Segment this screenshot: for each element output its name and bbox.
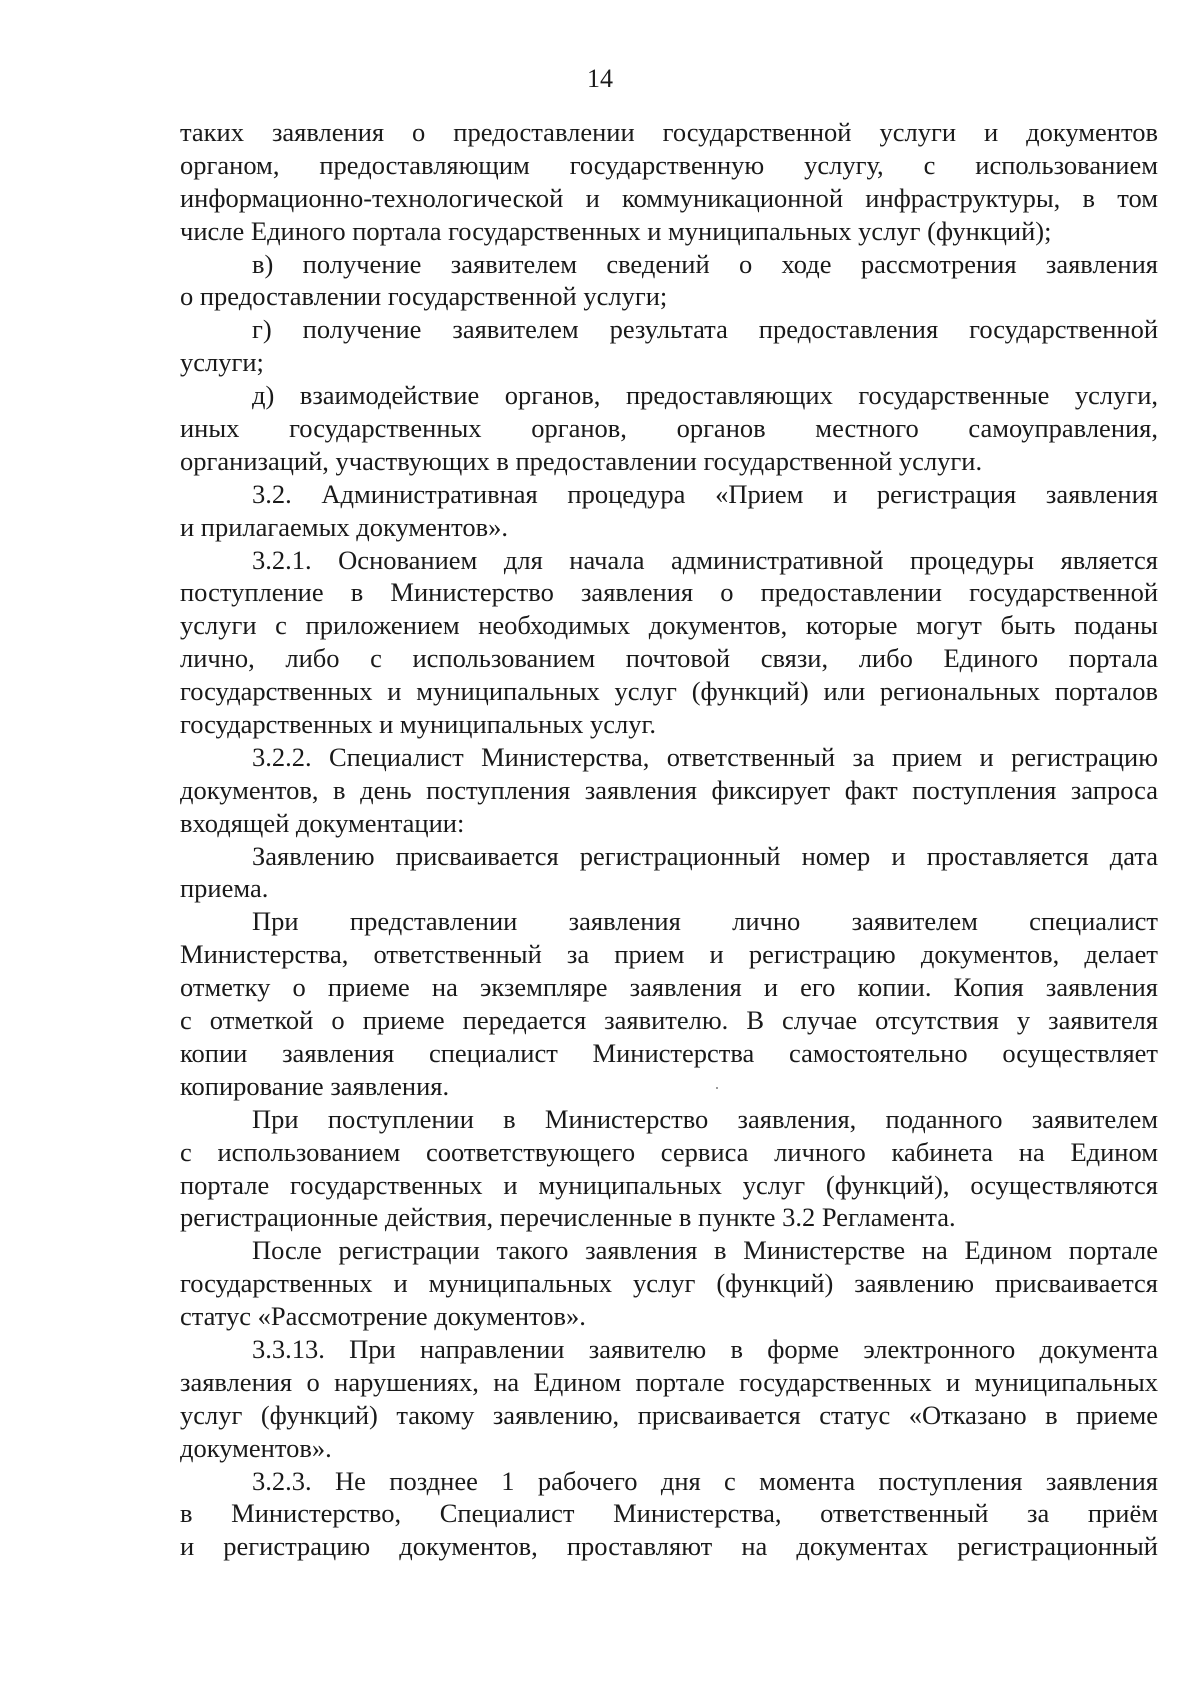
text-line: регистрационные действия, перечисленные в пункте 3.2 Регламента. (180, 1202, 956, 1233)
text-line: лично, либо с использованием почтовой связи, либо Единого портала (180, 643, 1158, 674)
text-line: органом, предоставляющим государственную услугу, с использованием (180, 149, 1158, 180)
text-line: поступление в Министерство заявления о предоставлении государственной (180, 577, 1158, 608)
text-line: При представлении заявления лично заявителем специалист (252, 906, 1158, 937)
page-number: 14 (587, 64, 613, 93)
text-line: копирование заявления. (180, 1070, 450, 1101)
text-line: и регистрацию документов, проставляют на документах регистрационный (180, 1531, 1158, 1562)
text-line: документов, в день поступления заявления фиксирует факт поступления запроса (180, 774, 1158, 805)
text-line: После регистрации такого заявления в Министерстве на Едином портале (252, 1235, 1158, 1266)
text-line: При поступлении в Министерство заявления, поданного заявителем (252, 1103, 1158, 1134)
text-line: о предоставлении государственной услуги; (180, 281, 668, 312)
text-line: г) получение заявителем результата предоставления государственной (252, 314, 1158, 345)
text-line: услуги; (180, 347, 264, 378)
text-line: и прилагаемых документов». (180, 511, 508, 542)
text-line: портале государственных и муниципальных услуг (функций), осуществляются (180, 1169, 1158, 1200)
text-line: в) получение заявителем сведений о ходе рассмотрения заявления (252, 248, 1158, 279)
text-line: 3.2.2. Специалист Министерства, ответственный за прием и регистрацию (252, 741, 1158, 772)
text-line: приема. (180, 873, 269, 904)
text-line: копии заявления специалист Министерства самостоятельно осуществляет (180, 1037, 1158, 1068)
text-line: Министерства, ответственный за прием и регистрацию документов, делает (180, 939, 1158, 970)
text-line: государственных и муниципальных услуг. (180, 709, 657, 740)
text-line: д) взаимодействие органов, предоставляющих государственные услуги, (252, 380, 1158, 411)
text-line: таких заявления о предоставлении государственной услуги и документов (180, 117, 1158, 147)
scan-artifact (716, 1087, 718, 1089)
text-line: отметку о приеме на экземпляре заявления и его копии. Копия заявления (180, 972, 1158, 1003)
text-line: услуг (функций) такому заявлению, присваивается статус «Отказано в приеме (180, 1399, 1158, 1430)
text-line: 3.2.3. Не позднее 1 рабочего дня с момента поступления заявления (252, 1465, 1158, 1496)
text-line: Заявлению присваивается регистрационный номер и проставляется дата (252, 840, 1158, 871)
text-line: статус «Рассмотрение документов». (180, 1301, 586, 1332)
text-line: 3.3.13. При направлении заявителю в форме электронного документа (252, 1333, 1158, 1364)
text-line: информационно-технологической и коммуникационной инфраструктуры, в том (180, 182, 1158, 213)
text-line: 3.2.1. Основанием для начала административной процедуры является (252, 544, 1158, 575)
text-line: заявления о нарушениях, на Едином портале государственных и муниципальных (180, 1366, 1158, 1397)
document-body (180, 116, 1158, 1563)
text-line: входящей документации: (180, 807, 465, 838)
text-line: услуги с приложением необходимых документов, которые могут быть поданы (180, 610, 1158, 641)
text-line: государственных и муниципальных услуг (функций) или региональных порталов (180, 676, 1158, 707)
text-line: с отметкой о приеме передается заявителю. В случае отсутствия у заявителя (180, 1005, 1158, 1036)
text-line: с использованием соответствующего сервиса личного кабинета на Едином (180, 1136, 1158, 1167)
text-line: государственных и муниципальных услуг (функций) заявлению присваивается (180, 1268, 1158, 1299)
text-line: 3.2. Административная процедура «Прием и регистрация заявления (252, 478, 1158, 509)
text-line: документов». (180, 1432, 332, 1463)
text-line: иных государственных органов, органов местного самоуправления, (180, 413, 1158, 444)
text-line: организаций, участвующих в предоставлении государственной услуги. (180, 445, 983, 476)
text-line: числе Единого портала государственных и муниципальных услуг (функций); (180, 215, 1052, 246)
text-line: в Министерство, Специалист Министерства, ответственный за приём (180, 1498, 1158, 1529)
